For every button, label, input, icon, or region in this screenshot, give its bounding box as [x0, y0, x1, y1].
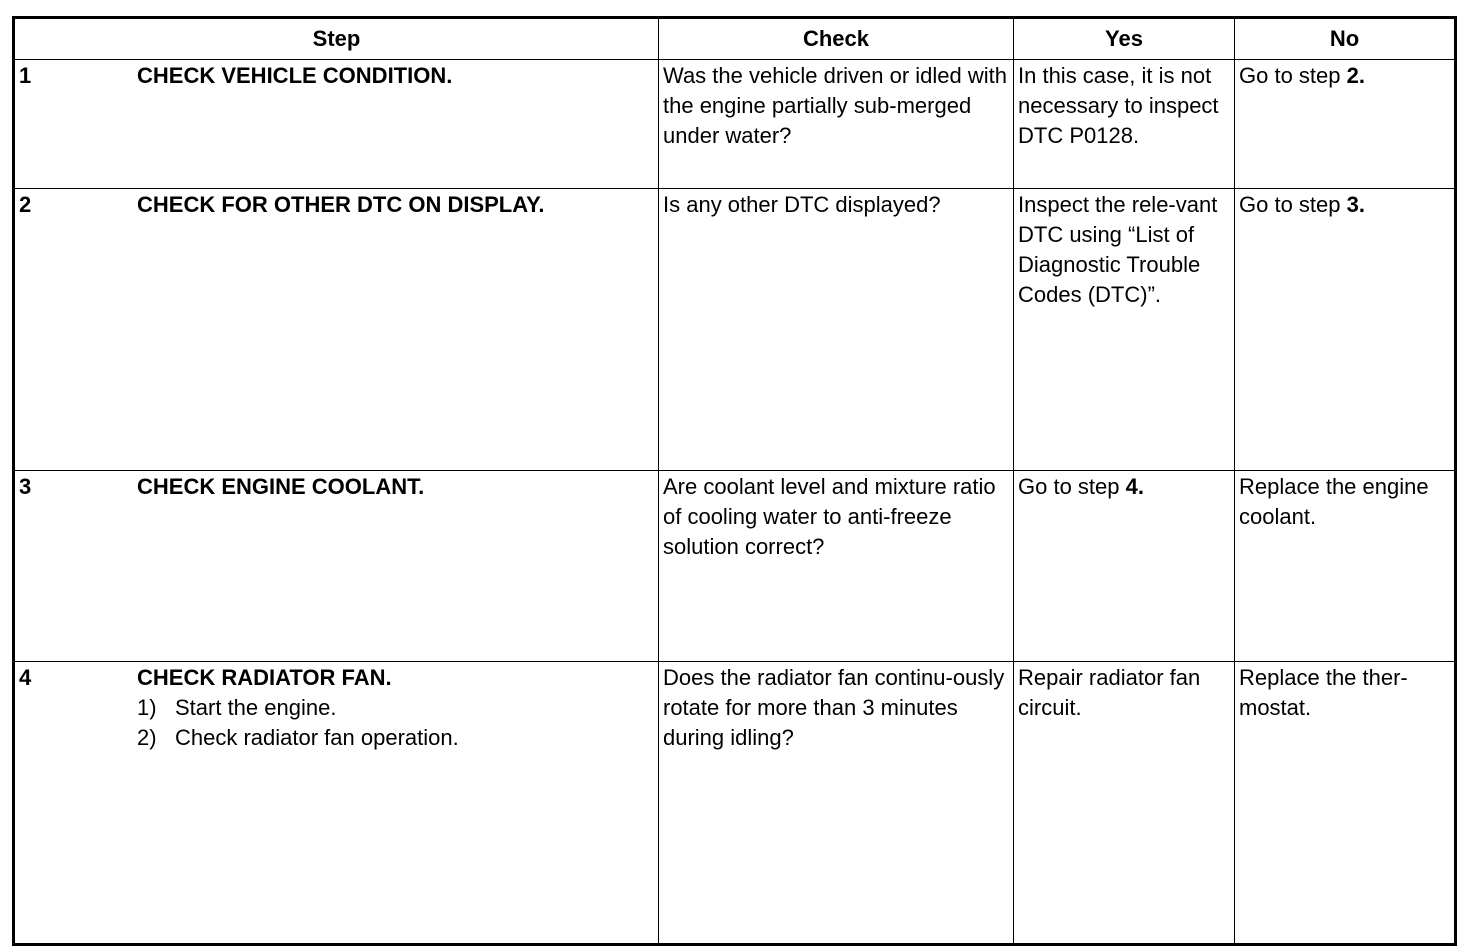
substep-text: Check radiator fan operation. [175, 725, 459, 750]
substep [137, 723, 647, 753]
yes-step-ref: 4. [1125, 474, 1144, 499]
step-cell [14, 189, 659, 471]
yes-text: Go to step [1018, 474, 1126, 499]
header-step: Step [14, 18, 659, 60]
step-number: 2 [19, 192, 32, 217]
no-cell [1235, 60, 1456, 189]
substep [137, 693, 647, 723]
check-cell: Is any other DTC displayed? [659, 189, 1014, 471]
step-title: CHECK RADIATOR FAN. [137, 665, 392, 690]
table-row [14, 471, 1456, 662]
no-cell: Replace the ther-mostat. [1235, 662, 1456, 945]
step-title: CHECK ENGINE COOLANT. [137, 474, 425, 499]
no-step-ref: 2. [1346, 63, 1365, 88]
no-text: Go to step [1239, 63, 1347, 88]
check-cell: Are coolant level and mixture ratio of cooling water to anti-freeze solution correct? [659, 471, 1014, 662]
header-check: Check [659, 18, 1014, 60]
step-title: CHECK FOR OTHER DTC ON DISPLAY. [137, 192, 545, 217]
step-title: CHECK VEHICLE CONDITION. [137, 63, 453, 88]
substep-text: Start the engine. [175, 695, 337, 720]
yes-cell [1014, 471, 1235, 662]
step-cell [14, 60, 659, 189]
yes-cell: Repair radiator fan circuit. [1014, 662, 1235, 945]
table-row [14, 60, 1456, 189]
step-cell [14, 662, 659, 945]
no-step-ref: 3. [1346, 192, 1365, 217]
substep-number: 2) [137, 725, 157, 750]
yes-cell: In this case, it is not necessary to inspect DTC P0128. [1014, 60, 1235, 189]
no-cell: Replace the engine coolant. [1235, 471, 1456, 662]
header-row [14, 18, 1456, 60]
no-text: Go to step [1239, 192, 1347, 217]
header-no: No [1235, 18, 1456, 60]
check-cell: Does the radiator fan continu-ously rotate for more than 3 minutes during idling? [659, 662, 1014, 945]
yes-cell: Inspect the rele-vant DTC using “List of Diagnostic Trouble Codes (DTC)”. [1014, 189, 1235, 471]
no-cell [1235, 189, 1456, 471]
step-number: 3 [19, 474, 32, 499]
substep-number: 1) [137, 695, 157, 720]
table-row [14, 662, 1456, 945]
table-row [14, 189, 1456, 471]
step-number: 4 [19, 665, 32, 690]
step-cell [14, 471, 659, 662]
header-yes: Yes [1014, 18, 1235, 60]
step-number: 1 [19, 63, 32, 88]
check-cell: Was the vehicle driven or idled with the engine partially sub-merged under water? [659, 60, 1014, 189]
diagnostic-table [12, 16, 1457, 946]
